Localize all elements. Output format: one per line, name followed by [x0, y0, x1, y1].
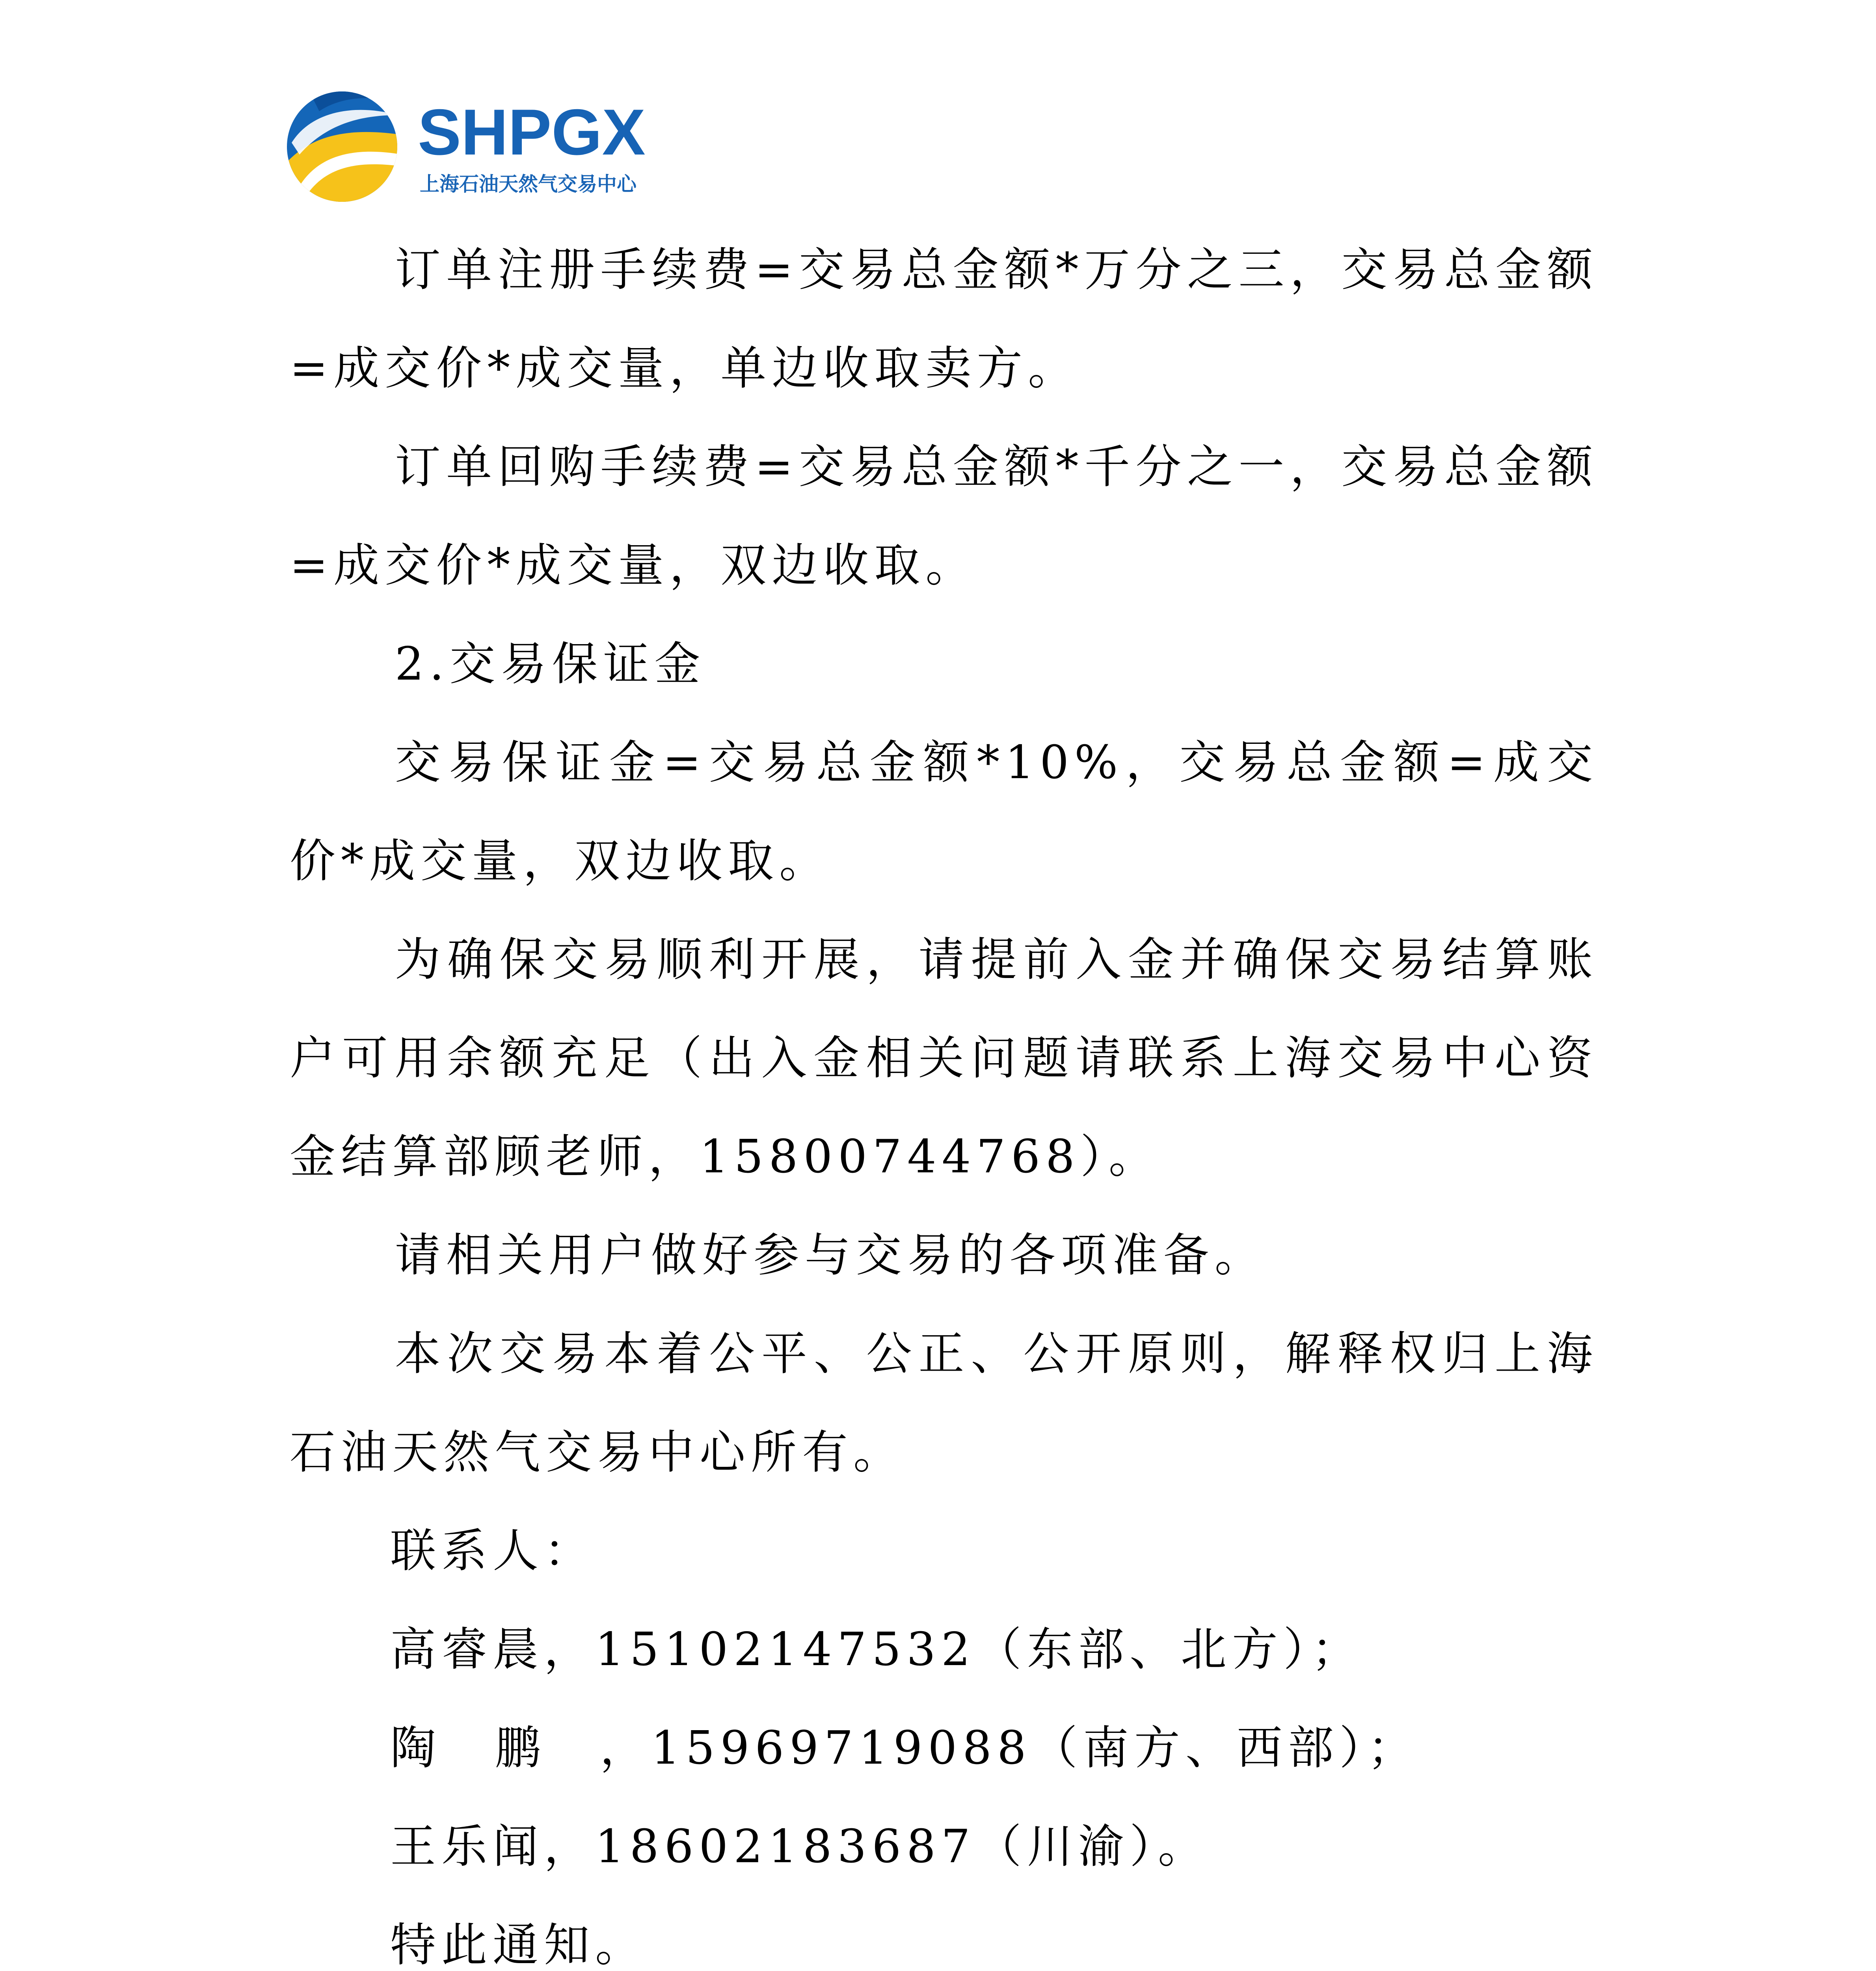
contact-detail: ，15102147532（东部、北方）； — [544, 1623, 1363, 1676]
contact-name: 高睿晨 — [390, 1623, 544, 1676]
logo-subtitle-text: 上海石油天然气交易中心 — [420, 173, 636, 196]
notice-body — [290, 221, 1598, 1971]
principle-paragraph: 本次交易本着公平、公正、公开原则，解释权归上海石油天然气交易中心所有。 — [290, 1327, 1598, 1479]
contact-detail: ，15969719088（南方、西部）； — [600, 1721, 1419, 1775]
fee-repurchase-paragraph: 订单回购手续费=交易总金额*千分之一，交易总金额=成交价*成交量，双边收取。 — [290, 440, 1598, 592]
contact-item — [290, 1699, 1598, 1798]
shpgx-logo-graphic — [284, 88, 654, 206]
margin-paragraph: 交易保证金=交易总金额*10%，交易总金额=成交价*成交量，双边收取。 — [290, 736, 1598, 888]
margin-heading: 2.交易保证金 — [395, 637, 706, 691]
preparation-paragraph: 请相关用户做好参与交易的各项准备。 — [395, 1229, 1266, 1282]
closing-line: 特此通知。 — [390, 1919, 646, 1971]
contacts-label: 联系人： — [390, 1524, 595, 1578]
contact-name: 王乐闻 — [390, 1820, 544, 1873]
contact-detail: ，18602183687（川渝）。 — [544, 1820, 1209, 1873]
contact-item — [290, 1600, 1598, 1699]
fee-registration-paragraph: 订单注册手续费=交易总金额*万分之三，交易总金额=成交价*成交量，单边收取卖方。 — [290, 243, 1598, 395]
funding-paragraph: 为确保交易顺利开展，请提前入金并确保交易结算账户可用余额充足（出入金相关问题请联系上海交易中心资金结算部顾老师，15800744768）。 — [290, 933, 1598, 1183]
contact-name: 陶鹏 — [390, 1721, 600, 1775]
shpgx-logo — [284, 88, 654, 206]
logo-brand-text: SHPGX — [418, 96, 646, 168]
contact-item — [290, 1798, 1598, 1896]
